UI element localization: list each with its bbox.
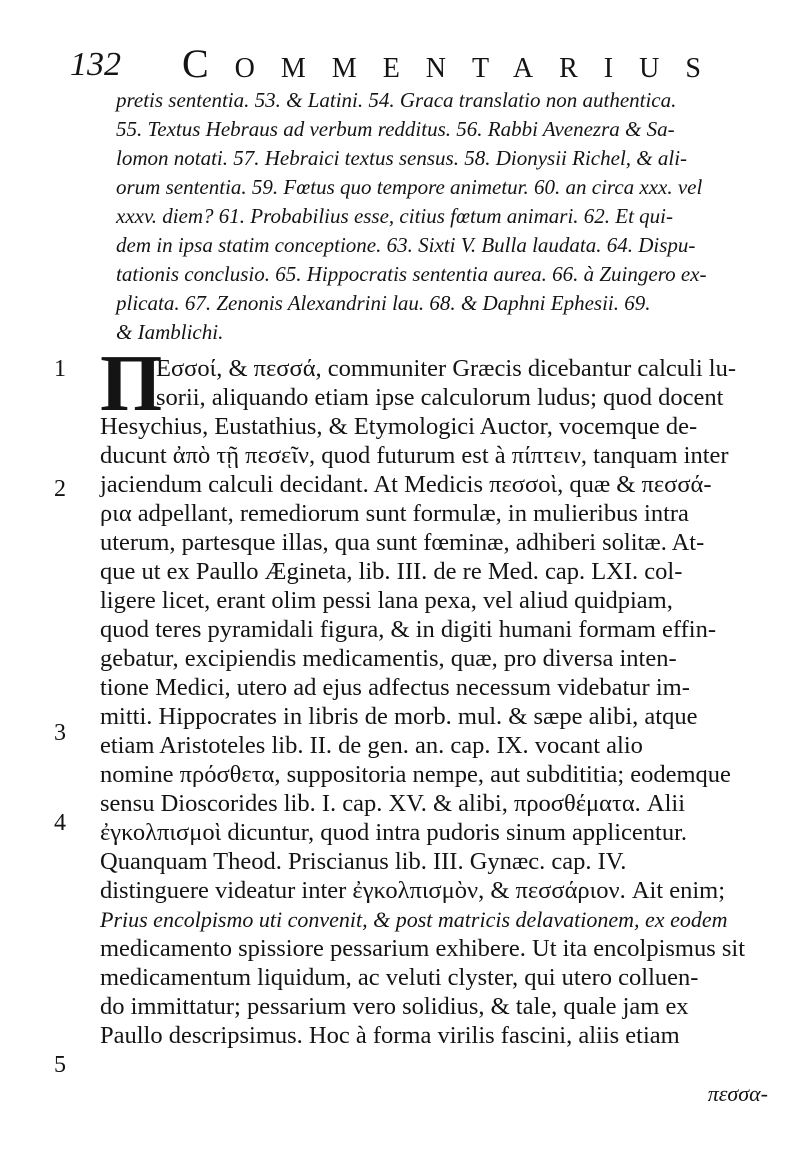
page-number: 132 xyxy=(70,46,121,83)
summary-line: 55. Textus Hebraus ad verbum redditus. 56. Rabbi Avenezra & Sa- xyxy=(116,117,675,141)
body-line: Εσσοί, & πεσσά, communiter Græcis dicebantur calculi lu- xyxy=(156,355,737,382)
margin-number: 1 xyxy=(54,356,66,382)
body-line: Paullo descripsimus. Hoc à forma virilis fascini, aliis etiam xyxy=(100,1022,680,1049)
body-text xyxy=(100,340,780,1050)
body-line: tione Medici, utero ad ejus adfectus necessum videbatur im- xyxy=(100,674,690,701)
body-line: Quanquam Theod. Priscianus lib. III. Gynæc. cap. IV. xyxy=(100,848,627,875)
body-line: medicamentum liquidum, ac veluti clyster, qui utero colluen- xyxy=(100,964,699,991)
margin-number: 2 xyxy=(54,476,66,502)
summary-line: orum sententia. 59. Fœtus quo tempore animetur. 60. an circa xxx. vel xyxy=(116,175,703,199)
summary-line: xxxv. diem? 61. Probabilius esse, citius fœtum animari. 62. Et qui- xyxy=(116,204,674,228)
body-line: Prius encolpismo uti convenit, & post matricis delavationem, ex eodem xyxy=(100,907,728,932)
body-line: Hesychius, Eustathius, & Etymologici Auctor, vocemque de- xyxy=(100,413,698,440)
catchword: πεσσα- xyxy=(707,1081,768,1106)
summary-line: tationis conclusio. 65. Hippocratis sententia aurea. 66. à Zuingero ex- xyxy=(116,262,707,286)
margin-number: 5 xyxy=(54,1052,66,1078)
body-line: mitti. Hippocrates in libris de morb. mul. & sæpe alibi, atque xyxy=(100,703,698,730)
margin-number: 4 xyxy=(54,810,66,836)
summary-line: & Iamblichi. xyxy=(116,320,224,344)
body-line: gebatur, excipiendis medicamentis, quæ, pro diversa inten- xyxy=(100,645,677,672)
page-header xyxy=(70,40,770,90)
body-line: jaciendum calculi decidant. At Medicis πεσσοὶ, quæ & πεσσά- xyxy=(100,471,712,498)
summary-line: pretis sententia. 53. & Latini. 54. Graca translatio non authentica. xyxy=(116,88,677,112)
running-title: Commentarius xyxy=(182,41,727,86)
body-line: sorii, aliquando etiam ipse calculorum ludus; quod docent xyxy=(156,384,724,411)
body-line: ἐγκολπισμοὶ dicuntur, quod intra pudoris sinum applicentur. xyxy=(100,819,688,846)
drop-cap: Π xyxy=(100,340,163,428)
body-line: que ut ex Paullo Ægineta, lib. III. de re Med. cap. LXI. col- xyxy=(100,558,683,585)
body-line: quod teres pyramidali figura, & in digiti humani formam effin- xyxy=(100,616,716,643)
body-line: ρια adpellant, remediorum sunt formulæ, in mulieribus intra xyxy=(100,500,689,527)
body-line: etiam Aristoteles lib. II. de gen. an. cap. IX. vocant alio xyxy=(100,732,643,759)
body-line: do immittatur; pessarium vero solidius, & tale, quale jam ex xyxy=(100,993,689,1020)
chapter-summary xyxy=(116,86,776,347)
body-line: medicamento spissiore pessarium exhibere. Ut ita encolpismus sit xyxy=(100,935,746,962)
summary-line: plicata. 67. Zenonis Alexandrini lau. 68. & Daphni Ephesii. 69. xyxy=(116,291,651,315)
body-line: ducunt ἀπὸ τῇ πεσεῖν, quod futurum est à πίπτειν, tanquam inter xyxy=(100,442,729,469)
body-line: nomine πρόσθετα, suppositoria nempe, aut subdititia; eodemque xyxy=(100,761,731,788)
body-line: distinguere videatur inter ἐγκολπισμὸν, & πεσσάριον. Ait enim; xyxy=(100,877,726,904)
body-line: ligere licet, erant olim pessi lana pexa, vel aliud quidpiam, xyxy=(100,587,673,614)
body-line: sensu Dioscorides lib. I. cap. XV. & alibi, προσθέματα. Alii xyxy=(100,790,686,817)
summary-line: dem in ipsa statim conceptione. 63. Sixti V. Bulla laudata. 64. Dispu- xyxy=(116,233,696,257)
summary-line: lomon notati. 57. Hebraici textus sensus. 58. Dionysii Richel, & ali- xyxy=(116,146,688,170)
body-line: uterum, partesque illas, qua sunt fœminæ, adhiberi solitæ. At- xyxy=(100,529,705,556)
margin-number: 3 xyxy=(54,720,66,746)
